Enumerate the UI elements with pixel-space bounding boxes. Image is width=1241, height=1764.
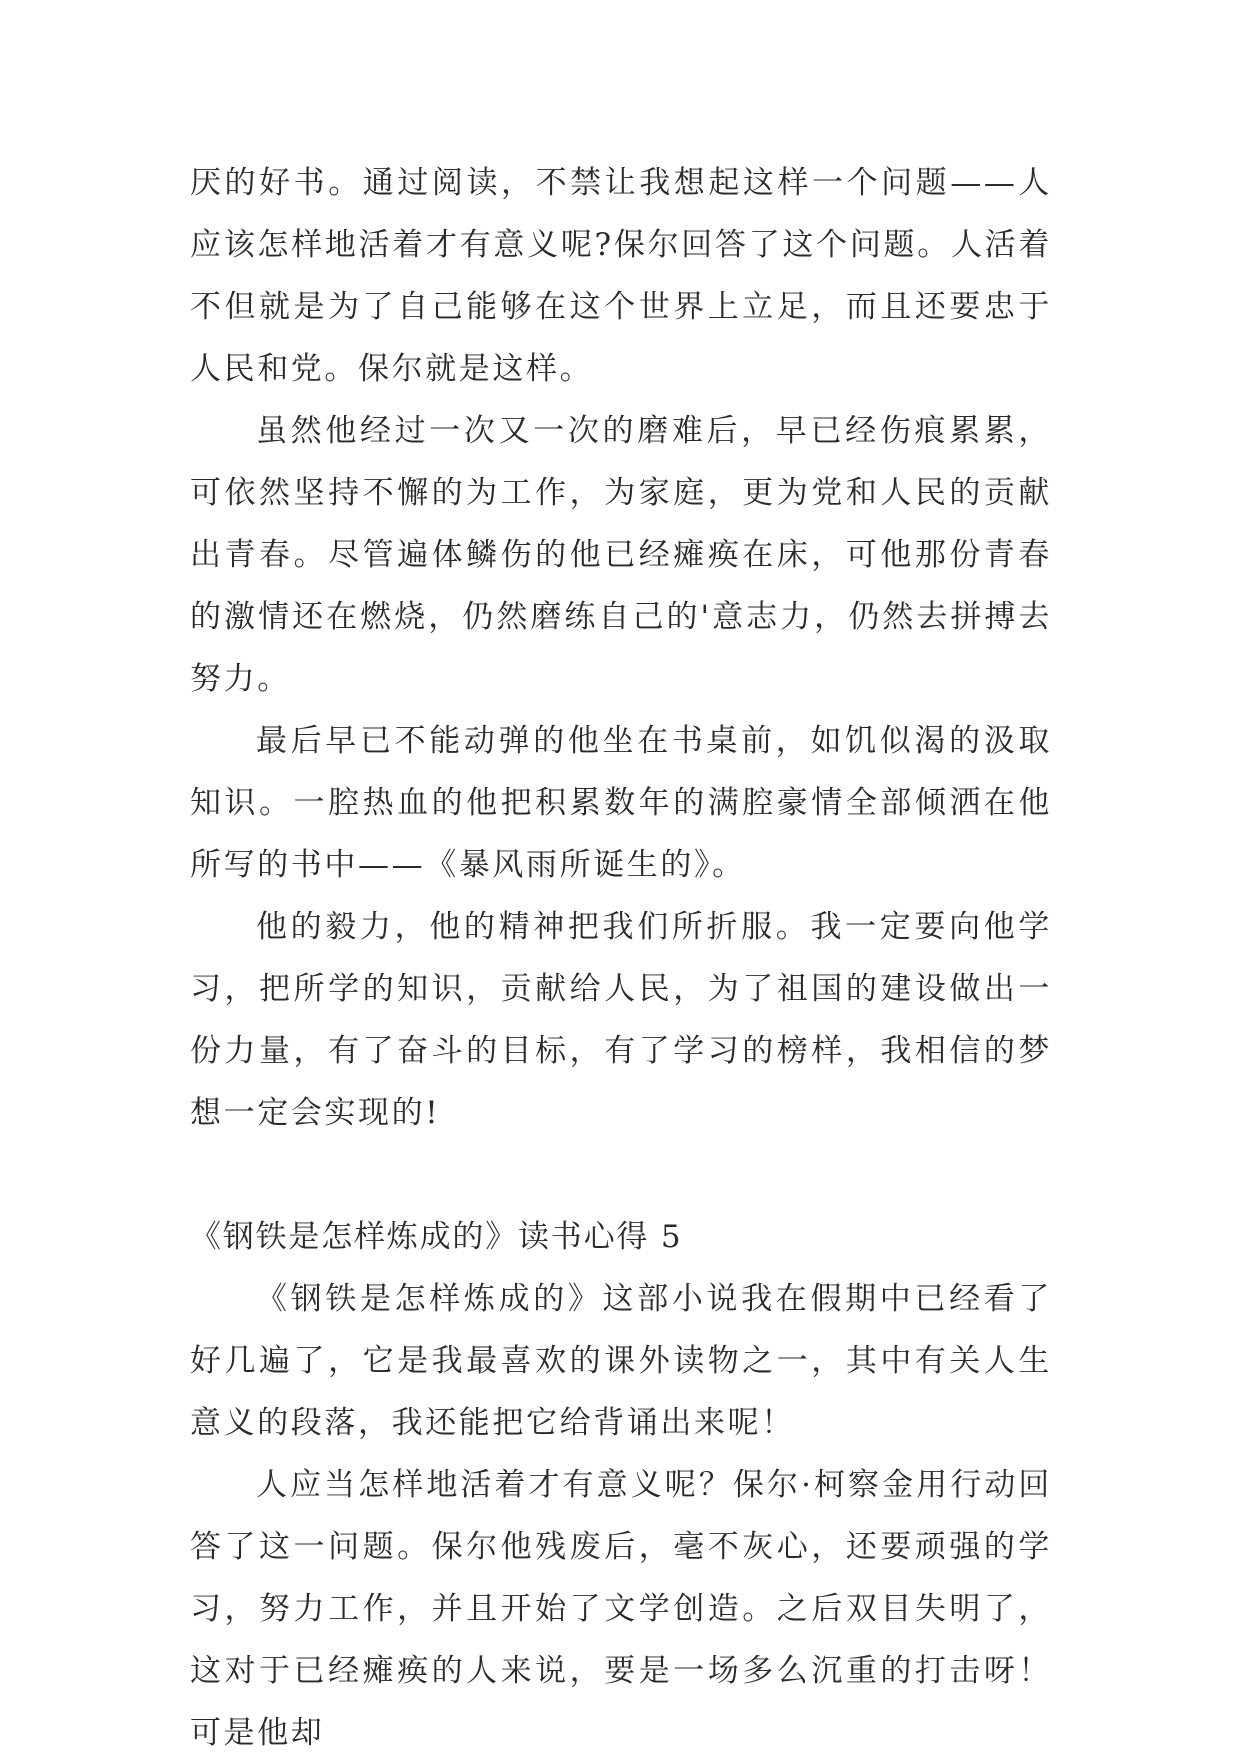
- body-paragraph: 虽然他经过一次又一次的磨难后，早已经伤痕累累，可依然坚持不懈的为工作，为家庭，更为党和人民的贡献出青春。尽管遍体鳞伤的他已经瘫痪在床，可他那份青春的激情还在燃烧，仍然磨练自己的'意志力，仍然去拼搏去努力。: [190, 413, 1052, 697]
- body-paragraph: 他的毅力，他的精神把我们所折服。我一定要向他学习，把所学的知识，贡献给人民，为了祖国的建设做出一份力量，有了奋斗的目标，有了学习的榜样，我相信的梦想一定会实现的!: [190, 909, 1052, 1131]
- section-heading: 《钢铁是怎样炼成的》读书心得 5: [190, 1219, 683, 1255]
- body-paragraph: 最后早已不能动弹的他坐在书桌前，如饥似渴的汲取知识。一腔热血的他把积累数年的满腔豪情全部倾洒在他所写的书中——《暴风雨所诞生的》。: [190, 723, 1052, 883]
- continued-paragraph: 厌的好书。通过阅读，不禁让我想起这样一个问题——人应该怎样地活着才有意义呢?保尔回答了这个问题。人活着不但就是为了自己能够在这个世界上立足，而且还要忠于人民和党。保尔就是这样。: [190, 165, 1052, 387]
- document-body: [190, 152, 1052, 1764]
- body-paragraph: 人应当怎样地活着才有意义呢？保尔·柯察金用行动回答了这一问题。保尔他残废后，毫不灰心，还要顽强的学习，努力工作，并且开始了文学创造。之后双目失明了，这对于已经瘫痪的人来说，要是一场多么沉重的打击呀！可是他却: [190, 1467, 1052, 1751]
- body-paragraph: 《钢铁是怎样炼成的》这部小说我在假期中已经看了好几遍了，它是我最喜欢的课外读物之一，其中有关人生意义的段落，我还能把它给背诵出来呢！: [190, 1281, 1052, 1441]
